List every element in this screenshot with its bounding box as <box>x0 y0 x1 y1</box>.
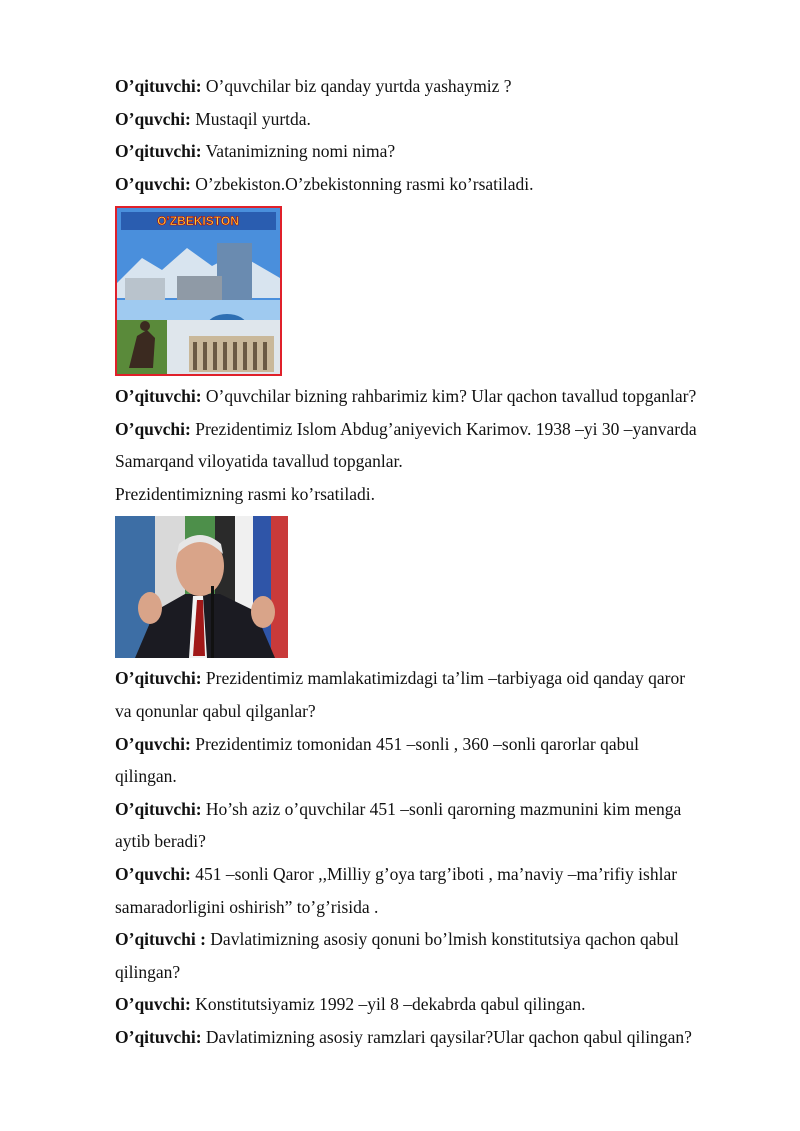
dialogue-text: Davlatimizning asosiy qonuni bo’lmish konstitutsiya qachon qabul <box>205 929 679 949</box>
uzbekistan-collage-graphic <box>117 208 280 374</box>
dialogue-line <box>115 108 311 130</box>
speaker-label: O’qituvchi: <box>115 141 202 161</box>
president-photo-graphic <box>115 516 288 658</box>
dialogue-text: O’zbekiston.O’zbekistonning rasmi ko’rsatiladi. <box>190 174 534 194</box>
speaker-label: O’quvchi: <box>115 109 191 129</box>
dialogue-line <box>115 798 681 820</box>
dialogue-text: Konstitutsiyamiz 1992 –yil 8 –dekabrda qabul qilingan. <box>190 994 586 1014</box>
speaker-label: O’qituvchi: <box>115 76 202 96</box>
dialogue-text: Samarqand viloyatida tavallud topganlar. <box>115 451 403 471</box>
dialogue-line <box>115 928 679 950</box>
speaker-label: O’quvchi: <box>115 419 191 439</box>
dialogue-line <box>115 385 696 407</box>
speaker-label: O’quvchi: <box>115 734 191 754</box>
dialogue-line <box>115 961 180 983</box>
dialogue-text: Prezidentimiz tomonidan 451 –sonli , 360 –sonli qarorlar qabul <box>190 734 639 754</box>
dialogue-line <box>115 1026 692 1048</box>
dialogue-text: Davlatimizning asosiy ramzlari qaysilar?Ular qachon qabul qilingan? <box>201 1027 692 1047</box>
dialogue-text: Prezidentimiz Islom Abdug’aniyevich Karimov. 1938 –yi 30 –yanvarda <box>190 419 697 439</box>
speaker-label: O’quvchi: <box>115 994 191 1014</box>
dialogue-text: Prezidentimizning rasmi ko’rsatiladi. <box>115 484 376 504</box>
dialogue-text: qilingan. <box>115 766 177 786</box>
dialogue-line <box>115 733 639 755</box>
dialogue-text: Prezidentimiz mamlakatimizdagi ta’lim –tarbiyaga oid qanday qaror <box>201 668 686 688</box>
speaker-label: O’qituvchi : <box>115 929 206 949</box>
dialogue-line <box>115 830 206 852</box>
speaker-label: O’quvchi: <box>115 174 191 194</box>
dialogue-text: O’quvchilar biz qanday yurtda yashaymiz ? <box>201 76 512 96</box>
dialogue-line <box>115 993 586 1015</box>
dialogue-line <box>115 896 378 918</box>
dialogue-line <box>115 75 512 97</box>
dialogue-text: Mustaqil yurtda. <box>190 109 311 129</box>
dialogue-text: va qonunlar qabul qilganlar? <box>115 701 316 721</box>
uzbekistan-collage-image <box>115 206 282 376</box>
dialogue-text: O’quvchilar bizning rahbarimiz kim? Ular qachon tavallud topganlar? <box>201 386 697 406</box>
dialogue-text: aytib beradi? <box>115 831 206 851</box>
dialogue-line <box>115 700 316 722</box>
dialogue-line <box>115 173 534 195</box>
dialogue-line <box>115 667 685 689</box>
speaker-label: O’qituvchi: <box>115 1027 202 1047</box>
speaker-label: O’quvchi: <box>115 864 191 884</box>
dialogue-line <box>115 863 677 885</box>
dialogue-text: samaradorligini oshirish” to’g’risida . <box>115 897 379 917</box>
dialogue-text: 451 –sonli Qaror ,,Milliy g’oya targ’iboti , ma’naviy –ma’rifiy ishlar <box>190 864 678 884</box>
collage-banner-text: O’ZBEKISTON <box>157 214 239 228</box>
dialogue-line <box>115 450 403 472</box>
dialogue-line <box>115 140 395 162</box>
dialogue-text: qilingan? <box>115 962 181 982</box>
speaker-label: O’qituvchi: <box>115 668 202 688</box>
dialogue-line <box>115 418 697 440</box>
dialogue-text: Vatanimizning nomi nima? <box>201 141 396 161</box>
president-photo <box>115 516 288 658</box>
speaker-label: O’qituvchi: <box>115 799 202 819</box>
speaker-label: O’qituvchi: <box>115 386 202 406</box>
dialogue-line <box>115 483 375 505</box>
dialogue-text: Ho’sh aziz o’quvchilar 451 –sonli qarorning mazmunini kim menga <box>201 799 682 819</box>
dialogue-line <box>115 765 177 787</box>
